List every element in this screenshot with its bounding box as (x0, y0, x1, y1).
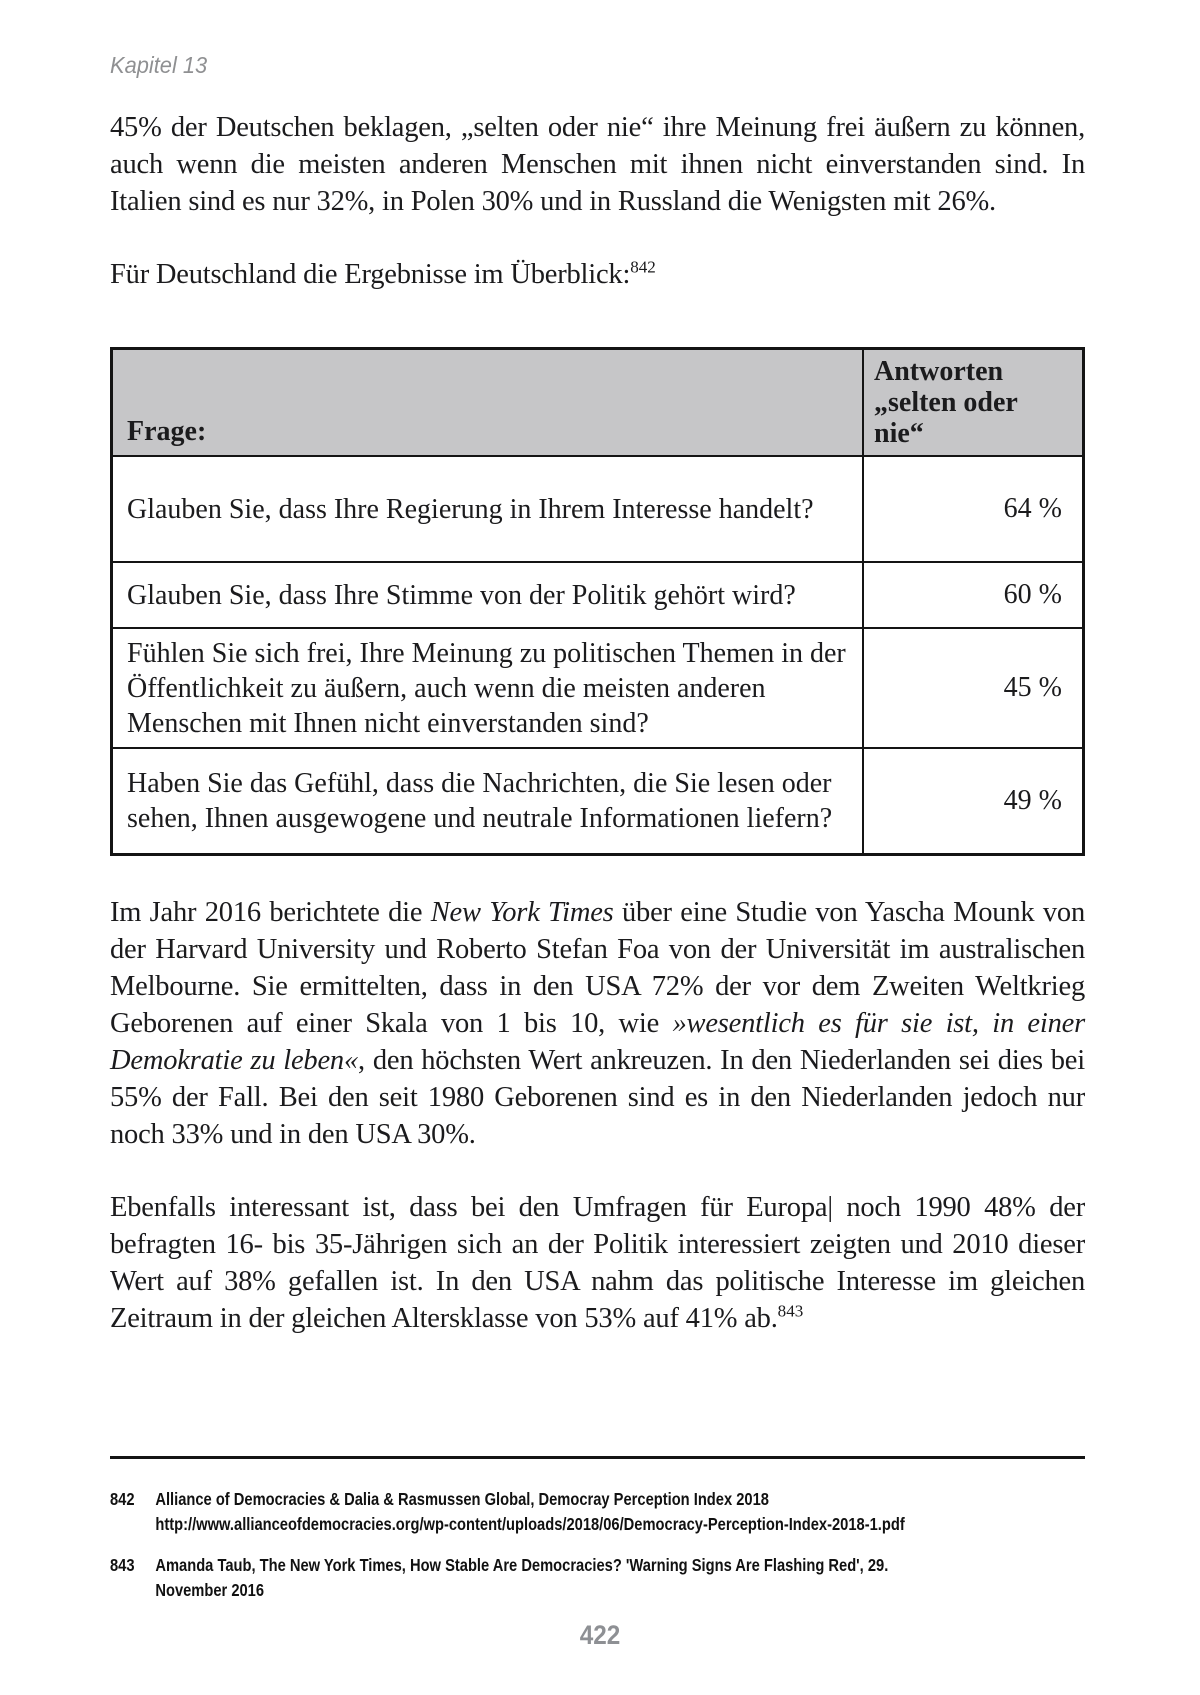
table-row (112, 628, 1084, 748)
answer-cell: 64 % (863, 456, 1084, 562)
footnote-842 (110, 1487, 929, 1537)
answer-cell: 45 % (863, 628, 1084, 748)
nyt-title-italic: New York Times (430, 897, 614, 928)
paragraph-nyt-study (110, 894, 1085, 1153)
page-number: 422 (579, 1620, 621, 1650)
page-content (110, 52, 1085, 1373)
question-cell: Glauben Sie, dass Ihre Regierung in Ihrem Interesse handelt? (112, 456, 864, 562)
paragraph-political-interest (110, 1189, 1085, 1337)
nyt-study-text-1: Im Jahr 2016 berichtete die (110, 897, 431, 928)
paragraph-overview-lead (110, 256, 1085, 293)
footnote-ref-843: 843 (777, 1301, 804, 1321)
footnote-source-line: Alliance of Democracies & Dalia & Rasmussen Global, Democray Perception Index 2018 (155, 1489, 769, 1509)
question-cell: Glauben Sie, dass Ihre Stimme von der Politik gehört wird? (112, 562, 864, 628)
nyt-study-text-3: , den höchsten Wert ankreuzen. In den Niederlanden sei dies bei 55% der Fall. Bei den seit 1980 Geborenen sind es in den Niederlanden jedoch nur noch 33% und in den USA 30%. (110, 1045, 1085, 1150)
answer-cell: 49 % (863, 748, 1084, 855)
quote-italic: »wesentlich es für sie ist, in einer Demokratie zu leben« (110, 1008, 1085, 1076)
footnote-843 (110, 1553, 929, 1603)
footnote-number: 842 (110, 1489, 135, 1509)
table-row (112, 748, 1084, 855)
table-header-row (112, 349, 1084, 457)
question-cell: Fühlen Sie sich frei, Ihre Meinung zu politischen Themen in der Öffentlichkeit zu äußern, auch wenn die meisten anderen Menschen mit Ihnen nicht einverstanden sind? (112, 628, 864, 748)
footnote-text (155, 1553, 929, 1603)
table-header-question: Frage: (112, 349, 864, 457)
footnote-number: 843 (110, 1555, 135, 1575)
footnote-text (155, 1487, 904, 1537)
table-header-answer: Antworten „selten oder nie“ (863, 349, 1084, 457)
table-row (112, 456, 1084, 562)
footnote-url-line: http://www.allianceofdemocracies.org/wp-content/uploads/2018/06/Democracy-Perception-Index-2018-1.pdf (155, 1514, 905, 1534)
political-interest-text: Ebenfalls interessant ist, dass bei den Umfragen für Europa| noch 1990 48% der befragten 16- bis 35-Jährigen sich an der Politik interessiert zeigten und 2010 dieser Wert auf 38% gefallen ist. In den USA nahm das politische Interesse im gleichen Zeitraum in der gleichen Altersklasse von 53% auf 41% ab. (110, 1192, 1085, 1334)
overview-lead-text: Für Deutschland die Ergebnisse im Überblick: (110, 259, 631, 290)
answer-cell: 60 % (863, 562, 1084, 628)
footnote-ref-842: 842 (630, 257, 656, 277)
paragraph-survey-intro: 45% der Deutschen beklagen, „selten oder nie“ ihre Meinung frei äußern zu können, auch wenn die meisten anderen Menschen mit ihnen nicht einverstanden sind. In Italien sind es nur 32%, in Polen 30% und in Russland die Wenigsten mit 26%. (110, 112, 1085, 217)
nyt-study-text-2: über eine Studie von Yascha Mounk von der Harvard University und Roberto Stefan Foa von der Universität im australischen Melbourne. Sie ermittelten, dass in den USA 72% der vor dem Zweiten Weltkrieg Geborenen auf einer Skala von 1 bis 10, wie (110, 897, 1085, 1039)
chapter-header: Kapitel 13 (110, 52, 208, 78)
table-row (112, 562, 1084, 628)
footnote-divider (110, 1456, 1085, 1459)
question-cell: Haben Sie das Gefühl, dass die Nachrichten, die Sie lesen oder sehen, Ihnen ausgewogene und neutrale Informationen liefern? (112, 748, 864, 855)
results-table (110, 347, 1085, 856)
footnote-source-line: Amanda Taub, The New York Times, How Stable Are Democracies? 'Warning Signs Are Flashing Red', 29. November 2016 (155, 1555, 889, 1600)
footnotes-section (110, 1456, 1085, 1619)
